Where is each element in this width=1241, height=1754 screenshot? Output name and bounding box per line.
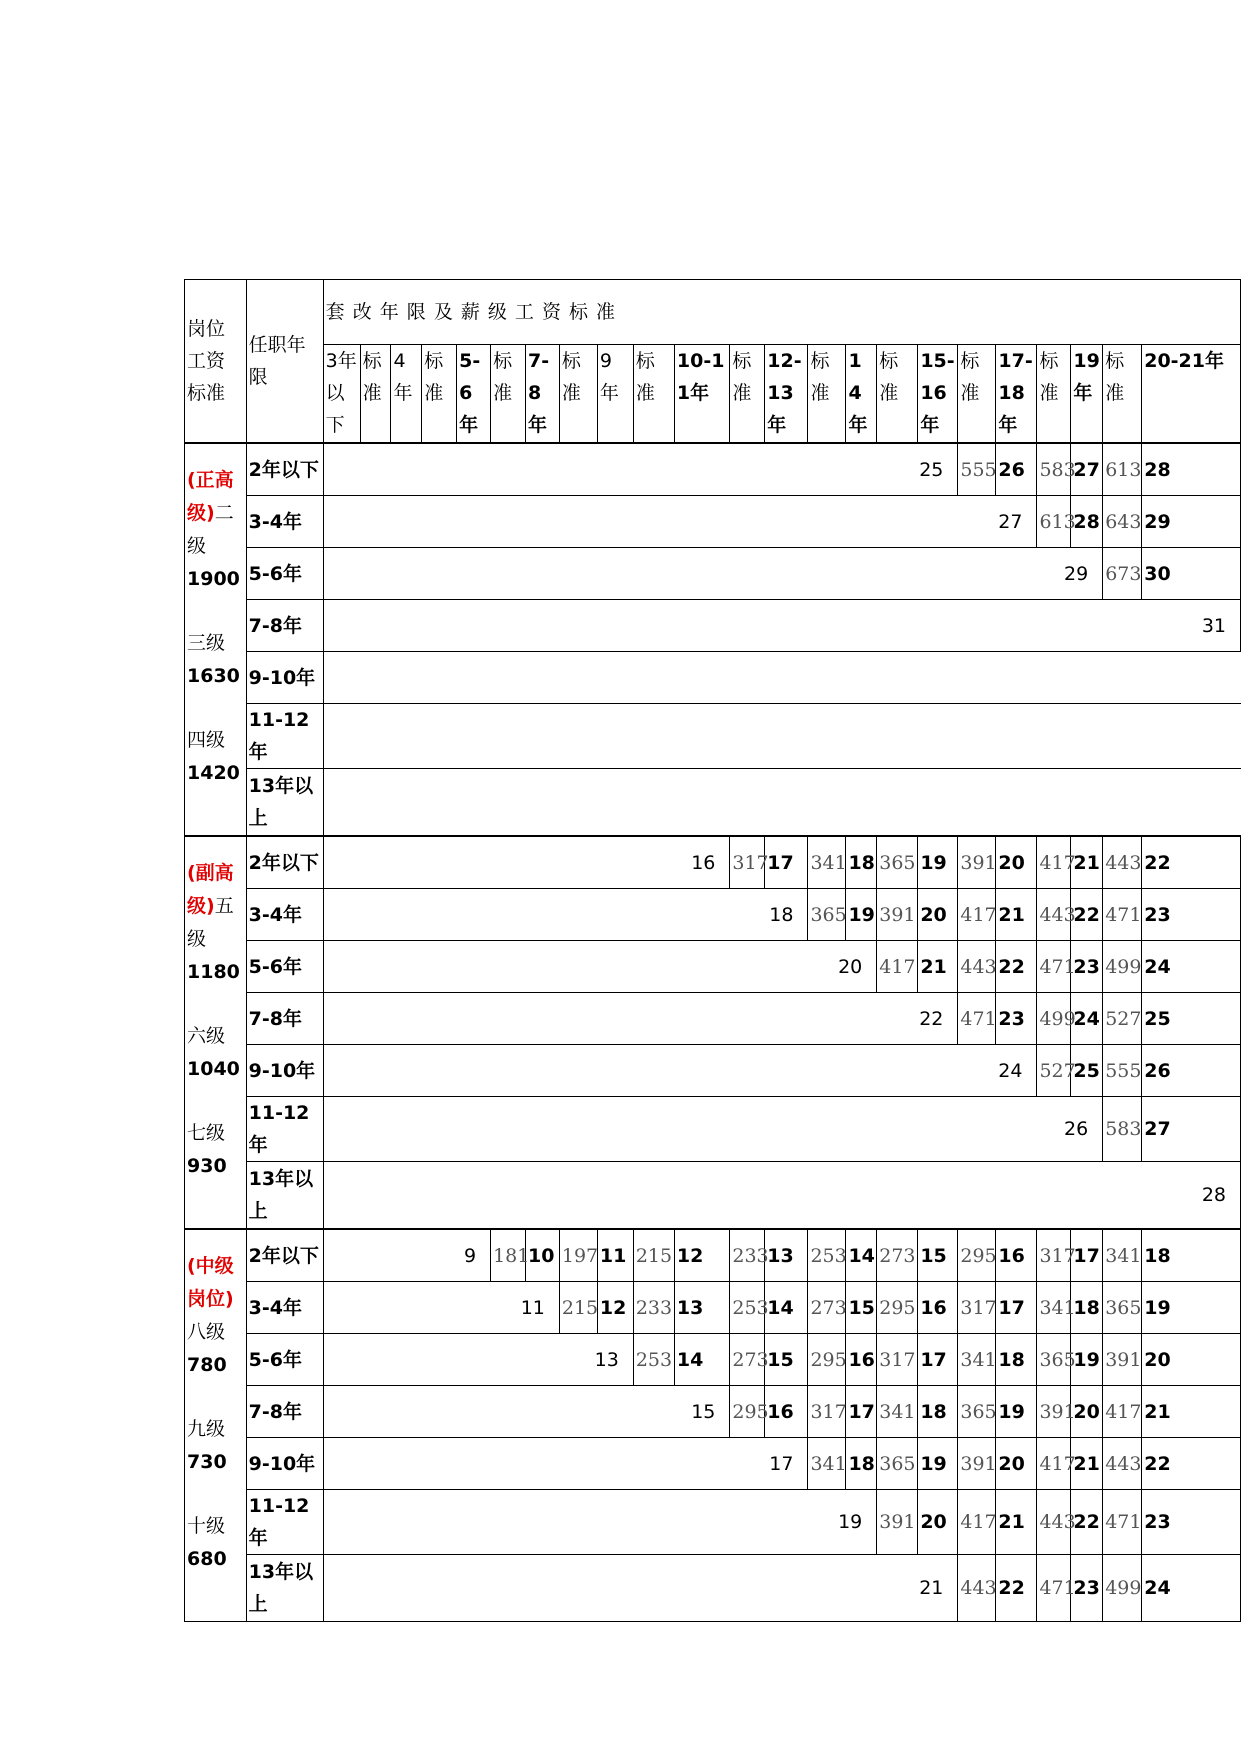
level-value: 23 [1142, 1490, 1241, 1555]
tenure-cell: 5-6年 [246, 548, 323, 600]
level-value: 16 [996, 1229, 1037, 1282]
standard-amount: 499 [1037, 993, 1071, 1045]
level-value: 13 [765, 1229, 808, 1282]
table-row [185, 496, 1241, 548]
header-subcolumn: 15-16年 [918, 345, 958, 444]
standard-amount: 215 [559, 1282, 597, 1334]
level-value: 20 [1142, 1334, 1241, 1386]
standard-amount: 583 [1103, 1097, 1142, 1162]
standard-amount: 253 [633, 1334, 674, 1386]
band-level-salary: 1420 [187, 762, 240, 784]
level-value: 19 [996, 1386, 1037, 1438]
level-value: 18 [996, 1334, 1037, 1386]
level-value: 9 [323, 1229, 490, 1282]
tenure-cell: 2年以下 [246, 443, 323, 496]
band-category: (副高级) [187, 862, 234, 917]
level-value: 20 [918, 1490, 958, 1555]
level-value: 22 [1071, 1490, 1103, 1555]
header-subcolumn: 19年 [1071, 345, 1103, 444]
band-level-name: 十级 [187, 1515, 226, 1537]
level-value: 17 [323, 1438, 808, 1490]
level-value: 13 [323, 1334, 633, 1386]
standard-amount: 443 [1037, 1490, 1071, 1555]
level-value: 17 [1071, 1229, 1103, 1282]
level-value: 31 [323, 600, 1240, 652]
level-value: 28 [1142, 443, 1241, 496]
standard-amount: 391 [877, 889, 918, 941]
tenure-cell: 11-12年 [246, 1097, 323, 1162]
level-value: 24 [1142, 1555, 1241, 1622]
level-value: 20 [1071, 1386, 1103, 1438]
standard-amount: 443 [1103, 1438, 1142, 1490]
standard-amount: 233 [633, 1282, 674, 1334]
header-subcolumn: 标准 [808, 345, 846, 444]
table-row [185, 1386, 1241, 1438]
band-level-salary: 1040 [187, 1058, 240, 1080]
standard-amount: 417 [1037, 1438, 1071, 1490]
level-value: 21 [996, 889, 1037, 941]
band-spacer [187, 989, 244, 1020]
level-value: 11 [323, 1282, 559, 1334]
standard-amount: 365 [808, 889, 846, 941]
tenure-cell: 7-8年 [246, 1386, 323, 1438]
header-subcolumn: 10-11年 [674, 345, 729, 444]
level-value: 19 [918, 1438, 958, 1490]
level-value: 18 [323, 889, 808, 941]
standard-amount: 253 [808, 1229, 846, 1282]
standard-amount: 391 [1103, 1334, 1142, 1386]
standard-amount: 317 [877, 1334, 918, 1386]
band-level-salary: 680 [187, 1548, 227, 1570]
header-subcolumn: 9年 [597, 345, 633, 444]
level-value: 15 [846, 1282, 877, 1334]
level-value: 29 [323, 548, 1103, 600]
tenure-cell: 9-10年 [246, 652, 323, 704]
header-subcolumn: 4年 [391, 345, 422, 444]
level-value: 25 [1142, 993, 1241, 1045]
standard-amount: 471 [1103, 889, 1142, 941]
standard-amount: 471 [1037, 1555, 1071, 1622]
standard-amount: 317 [730, 836, 765, 889]
header-tenure: 任职年限 [246, 280, 323, 444]
header-row-2 [185, 345, 1241, 444]
header-subcolumn: 标准 [633, 345, 674, 444]
level-value: 12 [597, 1282, 633, 1334]
standard-amount: 443 [1037, 889, 1071, 941]
standard-amount: 341 [958, 1334, 996, 1386]
level-value: 18 [1142, 1229, 1241, 1282]
standard-amount: 471 [1103, 1490, 1142, 1555]
level-value: 17 [996, 1282, 1037, 1334]
standard-amount: 317 [958, 1282, 996, 1334]
header-subcolumn: 标准 [730, 345, 765, 444]
level-value: 28 [1071, 496, 1103, 548]
table-row [185, 548, 1241, 600]
header-subcolumn: 3年以下 [323, 345, 360, 444]
level-value: 25 [323, 443, 958, 496]
standard-amount: 527 [1103, 993, 1142, 1045]
level-value: 19 [323, 1490, 877, 1555]
standard-amount: 417 [877, 941, 918, 993]
level-value: 23 [1071, 941, 1103, 993]
level-value: 17 [765, 836, 808, 889]
standard-amount: 273 [730, 1334, 765, 1386]
standard-amount: 613 [1103, 443, 1142, 496]
header-subcolumn: 标准 [422, 345, 457, 444]
standard-amount: 317 [1037, 1229, 1071, 1282]
level-value: 22 [996, 941, 1037, 993]
salary-standard-table [184, 279, 1241, 1622]
level-value: 26 [1142, 1045, 1241, 1097]
level-value: 16 [323, 836, 730, 889]
standard-amount: 391 [877, 1490, 918, 1555]
standard-amount: 391 [958, 1438, 996, 1490]
level-value: 22 [1142, 836, 1241, 889]
header-subcolumn: 17-18年 [996, 345, 1037, 444]
tenure-cell: 9-10年 [246, 1045, 323, 1097]
standard-amount: 365 [877, 1438, 918, 1490]
standard-amount: 443 [1103, 836, 1142, 889]
level-value: 14 [765, 1282, 808, 1334]
band-spacer [187, 1086, 244, 1117]
level-value: 21 [1142, 1386, 1241, 1438]
band-level-name: 五级 [187, 895, 234, 950]
band-level-name: 九级 [187, 1418, 226, 1440]
level-value: 30 [1142, 548, 1241, 600]
standard-amount: 613 [1037, 496, 1071, 548]
level-value: 20 [996, 836, 1037, 889]
table-row [185, 443, 1241, 496]
standard-amount: 181 [491, 1229, 526, 1282]
level-value: 27 [1142, 1097, 1241, 1162]
header-subcolumn: 5-6年 [457, 345, 491, 444]
standard-amount: 391 [1037, 1386, 1071, 1438]
level-value: 25 [1071, 1045, 1103, 1097]
standard-amount: 273 [877, 1229, 918, 1282]
level-value: 20 [996, 1438, 1037, 1490]
header-subcolumn: 标准 [877, 345, 918, 444]
header-subcolumn: 20-21年 [1142, 345, 1241, 444]
standard-amount: 197 [559, 1229, 597, 1282]
level-value: 17 [918, 1334, 958, 1386]
standard-amount: 527 [1037, 1045, 1071, 1097]
standard-amount: 673 [1103, 548, 1142, 600]
level-value: 14 [846, 1229, 877, 1282]
table-row [185, 1282, 1241, 1334]
tenure-cell: 3-4年 [246, 496, 323, 548]
band-level-name: 七级 [187, 1122, 226, 1144]
standard-amount: 583 [1037, 443, 1071, 496]
band-level-name: 四级 [187, 729, 226, 751]
level-value: 14 [674, 1334, 729, 1386]
standard-amount: 555 [958, 443, 996, 496]
standard-amount: 365 [958, 1386, 996, 1438]
level-value: 24 [1071, 993, 1103, 1045]
standard-amount: 341 [1037, 1282, 1071, 1334]
level-value: 21 [1071, 836, 1103, 889]
level-value: 21 [996, 1490, 1037, 1555]
table-row [185, 1229, 1241, 1282]
position-band-cell [185, 443, 247, 836]
standard-amount: 499 [1103, 1555, 1142, 1622]
table-row [185, 652, 1241, 704]
tenure-cell: 7-8年 [246, 993, 323, 1045]
table-row [185, 1438, 1241, 1490]
header-subcolumn: 12-13年 [765, 345, 808, 444]
band-level-salary: 730 [187, 1451, 227, 1473]
standard-amount: 417 [958, 1490, 996, 1555]
tenure-cell: 11-12年 [246, 1490, 323, 1555]
table-row [185, 941, 1241, 993]
tenure-cell: 11-12年 [246, 704, 323, 769]
table-row [185, 889, 1241, 941]
level-value: 15 [323, 1386, 730, 1438]
table-row [185, 769, 1241, 837]
tenure-cell: 2年以下 [246, 1229, 323, 1282]
level-value: 27 [1071, 443, 1103, 496]
band-level-salary: 930 [187, 1155, 227, 1177]
level-value: 11 [597, 1229, 633, 1282]
tenure-cell: 5-6年 [246, 941, 323, 993]
header-group-title: 套 改 年 限 及 薪 级 工 资 标 准 [323, 280, 1240, 345]
header-subcolumn: 标准 [360, 345, 391, 444]
standard-amount: 295 [877, 1282, 918, 1334]
tenure-cell: 13年以上 [246, 1162, 323, 1230]
tenure-cell: 3-4年 [246, 889, 323, 941]
header-subcolumn: 标准 [491, 345, 526, 444]
level-value: 21 [323, 1555, 958, 1622]
standard-amount: 471 [1037, 941, 1071, 993]
level-value: 19 [918, 836, 958, 889]
level-value: 23 [996, 993, 1037, 1045]
standard-amount: 233 [730, 1229, 765, 1282]
position-band-cell [185, 836, 247, 1229]
band-category: (中级岗位) [187, 1255, 234, 1310]
position-band-cell [185, 1229, 247, 1622]
standard-amount: 499 [1103, 941, 1142, 993]
standard-amount: 365 [877, 836, 918, 889]
header-subcolumn: 标准 [1103, 345, 1142, 444]
level-value: 22 [1142, 1438, 1241, 1490]
table-row [185, 836, 1241, 889]
level-value: 20 [918, 889, 958, 941]
standard-amount: 417 [958, 889, 996, 941]
level-value: 26 [996, 443, 1037, 496]
standard-amount: 341 [877, 1386, 918, 1438]
level-value: 17 [846, 1386, 877, 1438]
level-value: 27 [323, 496, 1037, 548]
level-value: 24 [323, 1045, 1037, 1097]
level-value: 13 [674, 1282, 729, 1334]
header-subcolumn: 14年 [846, 345, 877, 444]
tenure-cell: 13年以上 [246, 1555, 323, 1622]
header-subcolumn: 7-8年 [525, 345, 559, 444]
table-row [185, 1555, 1241, 1622]
standard-amount: 391 [958, 836, 996, 889]
level-value: 12 [674, 1229, 729, 1282]
standard-amount: 215 [633, 1229, 674, 1282]
band-level-salary: 1180 [187, 961, 240, 983]
level-value: 24 [1142, 941, 1241, 993]
level-value: 23 [1142, 889, 1241, 941]
band-level-salary: 780 [187, 1354, 227, 1376]
level-value: 20 [323, 941, 877, 993]
standard-amount: 417 [1103, 1386, 1142, 1438]
standard-amount: 471 [958, 993, 996, 1045]
level-value: 18 [846, 1438, 877, 1490]
standard-amount: 295 [958, 1229, 996, 1282]
band-level-salary: 1630 [187, 665, 240, 687]
empty-span [323, 652, 1240, 704]
standard-amount: 365 [1037, 1334, 1071, 1386]
tenure-cell: 9-10年 [246, 1438, 323, 1490]
standard-amount: 443 [958, 1555, 996, 1622]
standard-amount: 341 [808, 836, 846, 889]
level-value: 19 [1071, 1334, 1103, 1386]
level-value: 28 [323, 1162, 1240, 1230]
level-value: 18 [1071, 1282, 1103, 1334]
level-value: 15 [765, 1334, 808, 1386]
band-spacer [187, 596, 244, 627]
standard-amount: 273 [808, 1282, 846, 1334]
header-subcolumn: 标准 [1037, 345, 1071, 444]
empty-span [323, 769, 1240, 837]
tenure-cell: 3-4年 [246, 1282, 323, 1334]
level-value: 18 [846, 836, 877, 889]
tenure-cell: 13年以上 [246, 769, 323, 837]
level-value: 15 [918, 1229, 958, 1282]
band-level-name: 六级 [187, 1025, 226, 1047]
level-value: 22 [323, 993, 958, 1045]
table-row [185, 1097, 1241, 1162]
tenure-cell: 7-8年 [246, 600, 323, 652]
empty-span [323, 704, 1240, 769]
band-spacer [187, 693, 244, 724]
level-value: 10 [525, 1229, 559, 1282]
standard-amount: 341 [808, 1438, 846, 1490]
table-row [185, 1490, 1241, 1555]
level-value: 16 [846, 1334, 877, 1386]
level-value: 19 [1142, 1282, 1241, 1334]
table-row [185, 993, 1241, 1045]
standard-amount: 341 [1103, 1229, 1142, 1282]
standard-amount: 253 [730, 1282, 765, 1334]
band-level-name: 三级 [187, 632, 226, 654]
table-row [185, 600, 1241, 652]
table-row [185, 1334, 1241, 1386]
level-value: 26 [323, 1097, 1103, 1162]
header-position-salary: 岗位工资标准 [185, 280, 247, 444]
level-value: 22 [996, 1555, 1037, 1622]
band-level-salary: 1900 [187, 568, 240, 590]
band-spacer [187, 1382, 244, 1413]
level-value: 19 [846, 889, 877, 941]
standard-amount: 295 [730, 1386, 765, 1438]
standard-amount: 443 [958, 941, 996, 993]
table-row [185, 1162, 1241, 1230]
tenure-cell: 5-6年 [246, 1334, 323, 1386]
standard-amount: 417 [1037, 836, 1071, 889]
table-row [185, 704, 1241, 769]
level-value: 22 [1071, 889, 1103, 941]
standard-amount: 643 [1103, 496, 1142, 548]
standard-amount: 555 [1103, 1045, 1142, 1097]
header-subcolumn: 标准 [559, 345, 597, 444]
band-spacer [187, 1479, 244, 1510]
level-value: 21 [918, 941, 958, 993]
standard-amount: 317 [808, 1386, 846, 1438]
level-value: 21 [1071, 1438, 1103, 1490]
level-value: 23 [1071, 1555, 1103, 1622]
level-value: 16 [765, 1386, 808, 1438]
header-row-1 [185, 280, 1241, 345]
standard-amount: 295 [808, 1334, 846, 1386]
level-value: 29 [1142, 496, 1241, 548]
header-subcolumn: 标准 [958, 345, 996, 444]
standard-amount: 365 [1103, 1282, 1142, 1334]
band-level-name: 二级 [187, 502, 234, 557]
tenure-cell: 2年以下 [246, 836, 323, 889]
level-value: 18 [918, 1386, 958, 1438]
level-value: 16 [918, 1282, 958, 1334]
band-category: (正高级) [187, 469, 234, 524]
table-row [185, 1045, 1241, 1097]
band-level-name: 八级 [187, 1321, 226, 1343]
